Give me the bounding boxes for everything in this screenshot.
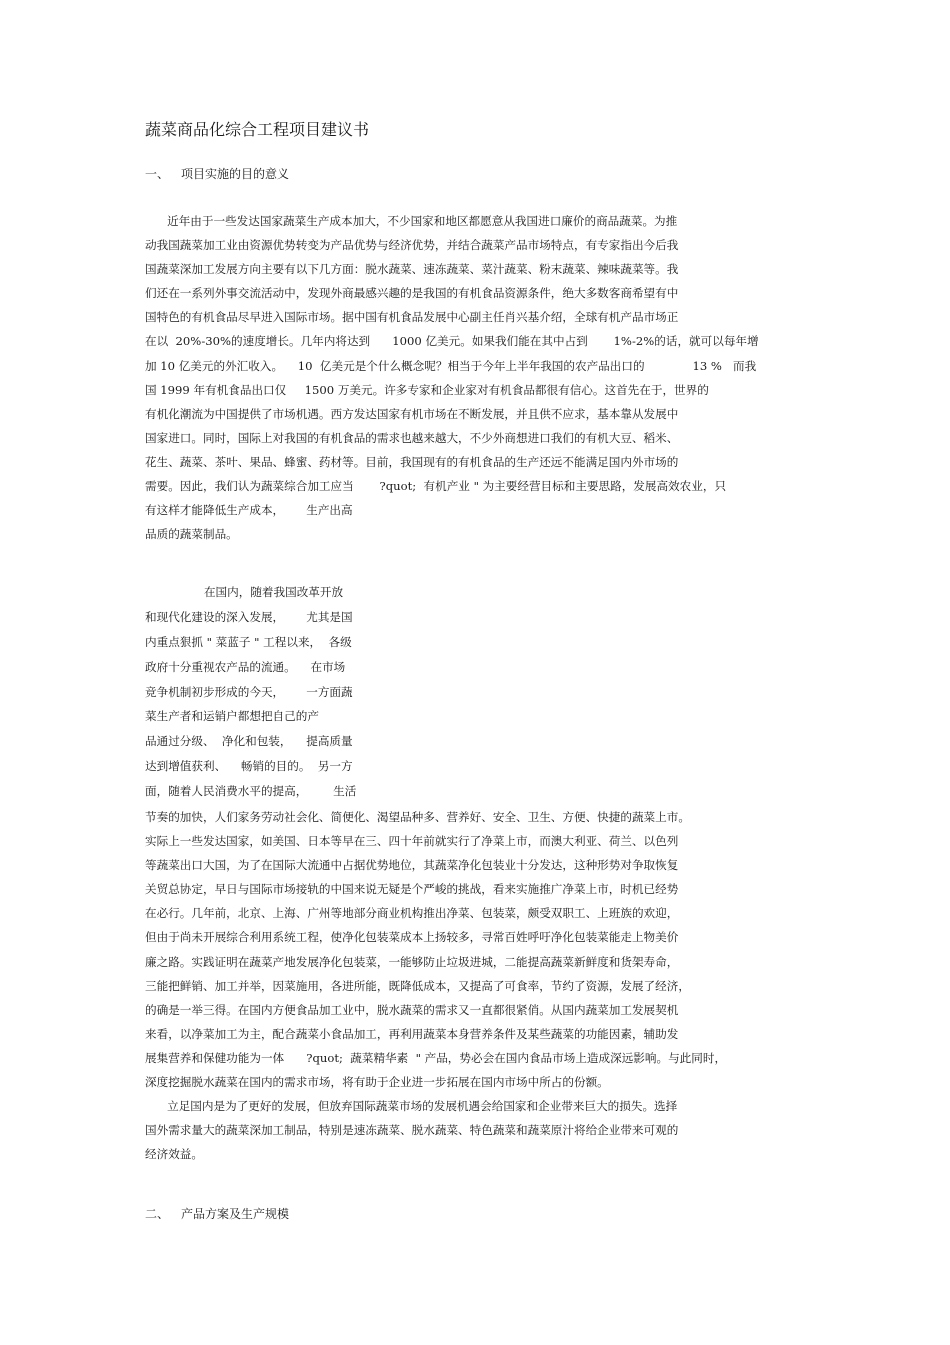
text-line: 在国内，随着我国改革开放 bbox=[145, 585, 344, 599]
text-line: 品通过分级、 净化和包装， 提高质量 bbox=[145, 734, 353, 749]
paragraph-2-narrow bbox=[145, 580, 356, 804]
text-line: 内重点狠抓 " 菜蓝子 " 工程以来， 各级 bbox=[145, 634, 352, 649]
text-line: 需要。因此，我们认为蔬菜综合加工应当 ?quot; 有机产业 " 为主要经营目标和主要思路，发展高效农业，只 bbox=[145, 479, 727, 494]
section-number: 二、 bbox=[145, 1207, 170, 1221]
text-line: 国特色的有机食品尽早进入国际市场。据中国有机食品发展中心副主任肖兴基介绍，全球有机产品市场正 bbox=[145, 310, 679, 325]
section-label: 产品方案及生产规模 bbox=[181, 1207, 290, 1221]
text-line: 们还在一系列外事交流活动中，发现外商最感兴趣的是我国的有机食品资源条件，绝大多数客商希望有中 bbox=[145, 286, 679, 301]
text-line: 国蔬菜深加工发展方向主要有以下几方面：脱水蔬菜、速冻蔬菜、菜汁蔬菜、粉末蔬菜、辣味蔬菜等。我 bbox=[145, 262, 679, 277]
section-number: 一、 bbox=[145, 167, 170, 181]
text-line: 三能把鲜销、加工并举，因菜施用，各进所能，既降低成本，又提高了可食率，节约了资源，发展了经济， bbox=[145, 978, 690, 993]
text-line: 动我国蔬菜加工业由资源优势转变为产品优势与经济优势，并结合蔬菜产品市场特点，有专家指出今后我 bbox=[145, 238, 679, 253]
section-heading-2 bbox=[145, 1206, 289, 1222]
text-line: 来看，以净菜加工为主，配合蔬菜小食品加工，再利用蔬菜本身营养条件及某些蔬菜的功能因素，辅助发 bbox=[145, 1026, 679, 1041]
text-line: 近年由于一些发达国家蔬菜生产成本加大，不少国家和地区都愿意从我国进口廉价的商品蔬菜。为推 bbox=[145, 214, 678, 228]
text-line: 面，随着人民消费水平的提高， 生活 bbox=[145, 784, 357, 799]
document-title: 蔬菜商品化综合工程项目建议书 bbox=[145, 120, 370, 139]
section-label: 项目实施的目的意义 bbox=[181, 167, 290, 181]
section-heading-1 bbox=[145, 166, 289, 182]
paragraph-2-wide bbox=[145, 805, 726, 1166]
text-line: 达到增值获利、 畅销的目的。 另一方 bbox=[145, 759, 353, 774]
text-line: 关贸总协定，早日与国际市场接轨的中国来说无疑是个严峻的挑战，看来实施推广净菜上市，时机已经势 bbox=[145, 882, 679, 897]
text-line: 展集营养和保健功能为一体 ?quot; 蔬菜精华素 " 产品，势必会在国内食品市场上造成深远影响。与此同时， bbox=[145, 1050, 727, 1065]
text-line: 经济效益。 bbox=[145, 1147, 203, 1162]
text-line: 有这样才能降低生产成本， 生产出高 bbox=[145, 503, 353, 518]
text-line: 国家进口。同时，国际上对我国的有机食品的需求也越来越大，不少外商想进口我们的有机大豆、稻米、 bbox=[145, 430, 679, 445]
text-line: 廉之路。实践证明在蔬菜产地发展净化包装菜，一能够防止垃圾进城，二能提高蔬菜新鲜度和货架寿命， bbox=[145, 954, 679, 969]
text-line: 菜生产者和运销户都想把自己的产 bbox=[145, 709, 319, 724]
text-line: 实际上一些发达国家，如美国、日本等早在三、四十年前就实行了净菜上市，而澳大利亚、荷兰、以色列 bbox=[145, 834, 679, 849]
text-line: 深度挖掘脱水蔬菜在国内的需求市场，将有助于企业进一步拓展在国内市场中所占的份额。 bbox=[145, 1075, 609, 1090]
text-line: 国外需求量大的蔬菜深加工制品，特别是速冻蔬菜、脱水蔬菜、特色蔬菜和蔬菜原汁将给企业带来可观的 bbox=[145, 1123, 679, 1138]
text-line: 但由于尚未开展综合利用系统工程，使净化包装菜成本上扬较多，寻常百姓呼吁净化包装菜能走上物美价 bbox=[145, 930, 679, 945]
paragraph-1 bbox=[145, 209, 759, 546]
text-line: 政府十分重视农产品的流通。 在市场 bbox=[145, 659, 346, 674]
text-line: 等蔬菜出口大国，为了在国际大流通中占据优势地位，其蔬菜净化包装业十分发达，这种形势对争取恢复 bbox=[145, 858, 679, 873]
text-line: 国 1999 年有机食品出口仅 1500 万美元。许多专家和企业家对有机食品都很有信心。这首先在于，世界的 bbox=[145, 382, 709, 397]
text-line: 节奏的加快，人们家务劳动社会化、简便化、渴望品种多、营养好、安全、卫生、方便、快捷的蔬菜上市。 bbox=[145, 810, 690, 824]
text-line: 在必行。几年前，北京、上海、广州等地部分商业机构推出净菜、包装菜，颇受双职工、上班族的欢迎， bbox=[145, 906, 679, 921]
text-line: 的确是一举三得。在国内方便食品加工业中，脱水蔬菜的需求又一直都很紧俏。从国内蔬菜加工发展契机 bbox=[145, 1002, 679, 1017]
text-line: 加 10 亿美元的外汇收入。 10 亿美元是个什么概念呢？相当于今年上半年我国的农产品出口的 13 % 而我 bbox=[145, 358, 757, 373]
text-line: 花生、蔬菜、茶叶、果品、蜂蜜、药材等。目前，我国现有的有机食品的生产还远不能满足国内外市场的 bbox=[145, 454, 679, 469]
text-line: 在以 20%-30%的速度增长。几年内将达到 1000 亿美元。如果我们能在其中占到 1%-2%的话，就可以每年增 bbox=[145, 334, 759, 349]
text-line: 品质的蔬菜制品。 bbox=[145, 527, 238, 542]
text-line: 和现代化建设的深入发展， 尤其是国 bbox=[145, 609, 353, 624]
text-line: 有机化潮流为中国提供了市场机遇。西方发达国家有机市场在不断发展，并且供不应求，基本靠从发展中 bbox=[145, 406, 679, 421]
text-line: 竞争机制初步形成的今天， 一方面蔬 bbox=[145, 684, 353, 699]
text-line: 立足国内是为了更好的发展，但放弃国际蔬菜市场的发展机遇会给国家和企业带来巨大的损失。选择 bbox=[145, 1099, 678, 1114]
